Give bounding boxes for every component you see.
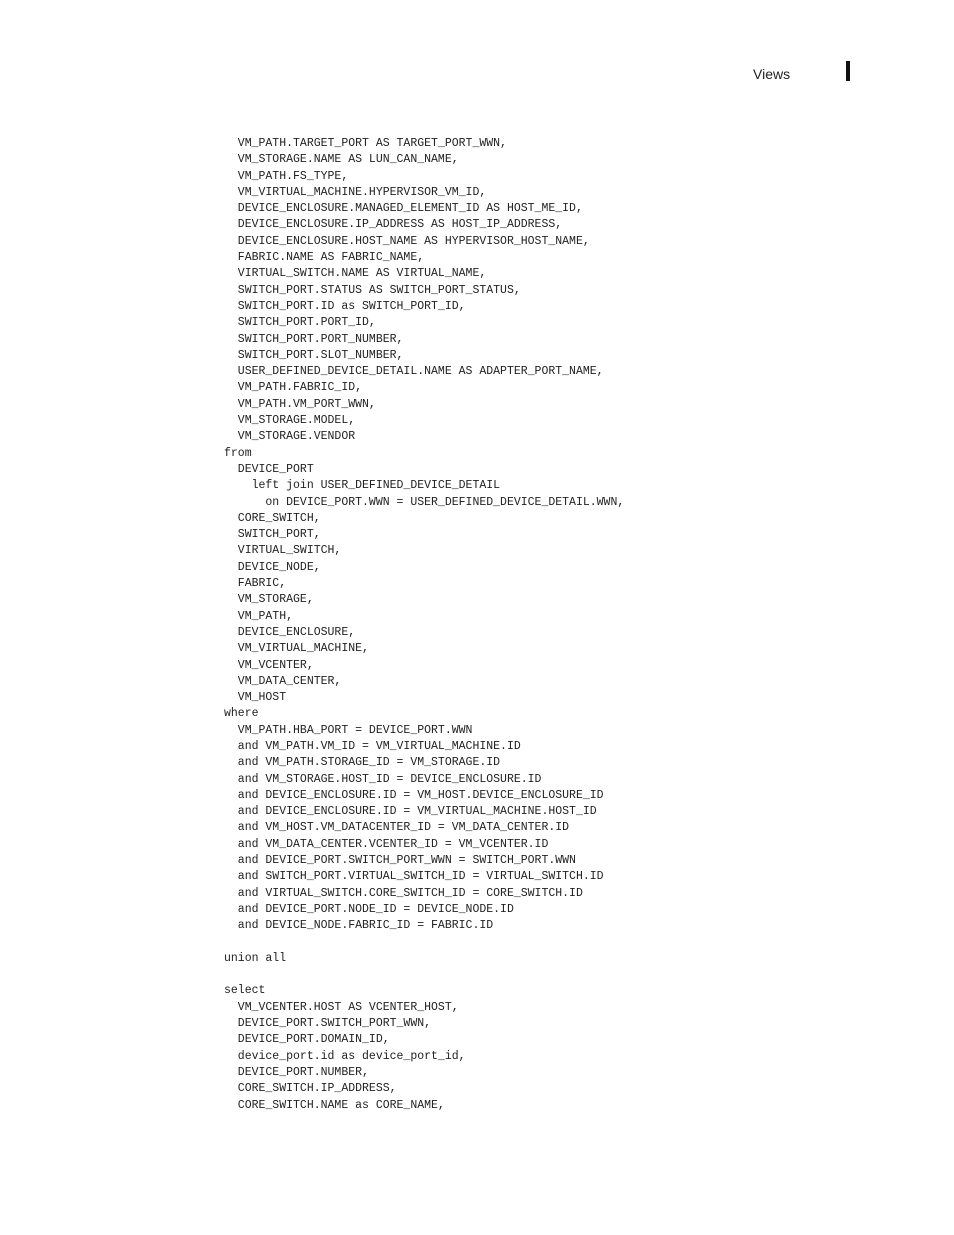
- code-line: VM_PATH.TARGET_PORT AS TARGET_PORT_WWN,: [224, 137, 507, 150]
- code-line: DEVICE_NODE,: [224, 560, 321, 574]
- code-line: DEVICE_ENCLOSURE,: [224, 625, 356, 639]
- code-line: and DEVICE_PORT.SWITCH_PORT_WWN = SWITCH_PORT.WWN: [224, 854, 576, 868]
- code-line: VM_VIRTUAL_MACHINE.HYPERVISOR_VM_ID,: [224, 185, 487, 199]
- code-line: FABRIC.NAME AS FABRIC_NAME,: [224, 251, 425, 265]
- code-line: DEVICE_PORT.DOMAIN_ID,: [224, 1033, 390, 1047]
- code-line: FABRIC,: [224, 577, 287, 591]
- code-line: VM_STORAGE,: [224, 593, 314, 607]
- code-line: CORE_SWITCH,: [224, 511, 321, 525]
- code-line: where: [224, 707, 259, 721]
- code-line: SWITCH_PORT.STATUS AS SWITCH_PORT_STATUS,: [224, 283, 521, 297]
- code-line: and VM_PATH.VM_ID = VM_VIRTUAL_MACHINE.ID: [224, 739, 521, 753]
- code-line: and DEVICE_ENCLOSURE.ID = VM_HOST.DEVICE_ENCLOSURE_ID: [224, 788, 604, 802]
- code-line: CORE_SWITCH.NAME as CORE_NAME,: [224, 1098, 445, 1112]
- code-line: DEVICE_PORT: [224, 462, 314, 476]
- code-line: and VM_STORAGE.HOST_ID = DEVICE_ENCLOSURE.ID: [224, 772, 542, 786]
- code-line: device_port.id as device_port_id,: [224, 1049, 466, 1063]
- code-line: and VIRTUAL_SWITCH.CORE_SWITCH_ID = CORE_SWITCH.ID: [224, 886, 583, 900]
- code-line: and VM_HOST.VM_DATACENTER_ID = VM_DATA_CENTER.ID: [224, 821, 570, 835]
- code-line: VIRTUAL_SWITCH,: [224, 544, 342, 558]
- code-line: select: [224, 984, 266, 998]
- code-line: VM_VCENTER.HOST AS VCENTER_HOST,: [224, 1000, 459, 1014]
- code-line: and VM_PATH.STORAGE_ID = VM_STORAGE.ID: [224, 756, 501, 770]
- code-line: VM_VIRTUAL_MACHINE,: [224, 642, 369, 656]
- code-line: and SWITCH_PORT.VIRTUAL_SWITCH_ID = VIRTUAL_SWITCH.ID: [224, 870, 604, 884]
- code-line: VM_STORAGE.MODEL,: [224, 414, 356, 428]
- code-line: SWITCH_PORT.ID as SWITCH_PORT_ID,: [224, 299, 466, 313]
- code-line: CORE_SWITCH.IP_ADDRESS,: [224, 1082, 397, 1096]
- code-line: and DEVICE_NODE.FABRIC_ID = FABRIC.ID: [224, 919, 494, 933]
- code-line: and DEVICE_PORT.NODE_ID = DEVICE_NODE.ID: [224, 902, 514, 916]
- code-line: VM_HOST: [224, 691, 287, 705]
- code-line: from: [224, 446, 252, 460]
- code-line: VM_PATH.FS_TYPE,: [224, 169, 349, 183]
- code-line: VM_PATH.VM_PORT_WWN,: [224, 397, 376, 411]
- code-line: and VM_DATA_CENTER.VCENTER_ID = VM_VCENTER.ID: [224, 837, 549, 851]
- code-line: DEVICE_ENCLOSURE.HOST_NAME AS HYPERVISOR_HOST_NAME,: [224, 234, 590, 248]
- code-line: VM_STORAGE.NAME AS LUN_CAN_NAME,: [224, 153, 459, 167]
- header-marker-bar: [846, 61, 850, 81]
- sql-code-block: [224, 136, 924, 1114]
- code-line: VIRTUAL_SWITCH.NAME AS VIRTUAL_NAME,: [224, 267, 487, 281]
- code-line: DEVICE_ENCLOSURE.IP_ADDRESS AS HOST_IP_ADDRESS,: [224, 218, 563, 232]
- code-line: DEVICE_ENCLOSURE.MANAGED_ELEMENT_ID AS HOST_ME_ID,: [224, 202, 583, 216]
- code-line: [224, 935, 924, 951]
- code-line: VM_PATH,: [224, 609, 294, 623]
- code-line: union all: [224, 951, 287, 965]
- code-line: DEVICE_PORT.NUMBER,: [224, 1065, 369, 1079]
- code-line: left join USER_DEFINED_DEVICE_DETAIL: [224, 479, 501, 493]
- code-line: on DEVICE_PORT.WWN = USER_DEFINED_DEVICE_DETAIL.WWN,: [224, 495, 625, 509]
- code-line: [224, 967, 924, 983]
- code-line: SWITCH_PORT.SLOT_NUMBER,: [224, 348, 404, 362]
- running-header-title: Views: [753, 66, 791, 82]
- code-line: VM_STORAGE.VENDOR: [224, 430, 356, 444]
- code-line: SWITCH_PORT.PORT_NUMBER,: [224, 332, 404, 346]
- code-line: VM_PATH.FABRIC_ID,: [224, 381, 363, 395]
- code-line: VM_DATA_CENTER,: [224, 674, 342, 688]
- code-line: VM_PATH.HBA_PORT = DEVICE_PORT.WWN: [224, 723, 473, 737]
- code-line: SWITCH_PORT.PORT_ID,: [224, 316, 376, 330]
- code-line: VM_VCENTER,: [224, 658, 314, 672]
- code-line: DEVICE_PORT.SWITCH_PORT_WWN,: [224, 1017, 432, 1031]
- code-line: USER_DEFINED_DEVICE_DETAIL.NAME AS ADAPTER_PORT_NAME,: [224, 365, 604, 379]
- code-line: and DEVICE_ENCLOSURE.ID = VM_VIRTUAL_MACHINE.HOST_ID: [224, 805, 597, 819]
- code-line: SWITCH_PORT,: [224, 528, 321, 542]
